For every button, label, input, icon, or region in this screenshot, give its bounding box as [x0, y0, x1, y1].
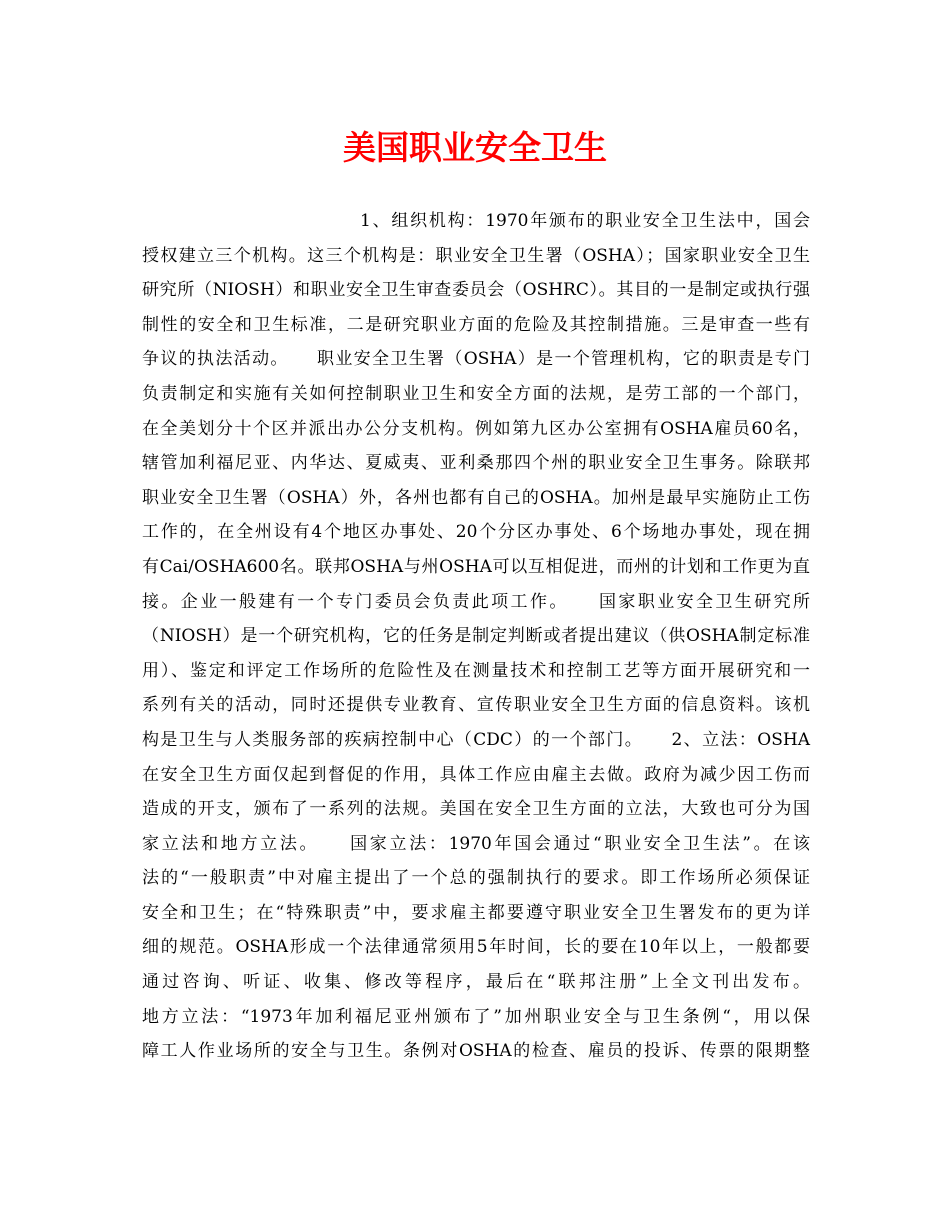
body-line: 制性的安全和卫生标准，二是研究职业方面的危险及其控制措施。三是审查一些有	[142, 314, 810, 335]
body-line: 在安全卫生方面仅起到督促的作用，具体工作应由雇主去做。政府为减少因工伤而	[142, 764, 810, 785]
body-line: 1、组织机构：1970年颁布的职业安全卫生法中，国会	[360, 211, 810, 231]
body-line: 负责制定和实施有关如何控制职业卫生和安全方面的法规，是劳工部的一个部门，	[142, 383, 810, 404]
body-line: 细的规范。OSHA形成一个法律通常须用5年时间，长的要在10年以上，一般都要	[142, 937, 810, 958]
body-line: 安全和卫生；在“特殊职责”中，要求雇主都要遵守职业安全卫生署发布的更为详	[142, 902, 810, 923]
body-line: 用）、鉴定和评定工作场所的危险性及在测量技术和控制工艺等方面开展研究和一	[142, 660, 810, 681]
body-line: 家立法和地方立法。 国家立法：1970年国会通过“职业安全卫生法”。在该	[142, 833, 810, 854]
body-line: 地方立法：“1973年加利福尼亚州颁布了”加州职业安全与卫生条例“，用以保	[142, 1006, 810, 1027]
body-line: 职业安全卫生署（OSHA）外，各州也都有自己的OSHA。加州是最早实施防止工伤	[142, 487, 810, 508]
body-line: 争议的执法活动。 职业安全卫生署（OSHA）是一个管理机构，它的职责是专门	[142, 349, 810, 370]
body-line: 通过咨询、听证、收集、修改等程序，最后在“联邦注册”上全文刊出发布。	[142, 972, 810, 993]
body-line: 工作的，在全州设有4个地区办事处、20个分区办事处、6个场地办事处，现在拥	[142, 522, 810, 543]
body-line: 法的“一般职责”中对雇主提出了一个总的强制执行的要求。即工作场所必须保证	[142, 868, 810, 889]
body-line: 研究所（NIOSH）和职业安全卫生审查委员会（OSHRC）。其目的一是制定或执行强	[142, 280, 810, 301]
body-line: 有Cai/OSHA600名。联邦OSHA与州OSHA可以互相促进，而州的计划和工作更为直	[142, 556, 810, 577]
body-line: 系列有关的活动，同时还提供专业教育、宣传职业安全卫生方面的信息资料。该机	[142, 695, 810, 716]
body-line: 障工人作业场所的安全与卫生。条例对OSHA的检查、雇员的投诉、传票的限期整	[142, 1041, 810, 1062]
document-body	[142, 204, 810, 1069]
body-line: 接。企业一般建有一个专门委员会负责此项工作。 国家职业安全卫生研究所	[142, 591, 810, 612]
body-line: 辖管加利福尼亚、内华达、夏威夷、亚利桑那四个州的职业安全卫生事务。除联邦	[142, 453, 810, 474]
body-line: 造成的开支，颁布了一系列的法规。美国在安全卫生方面的立法，大致也可分为国	[142, 799, 810, 820]
body-line: （NIOSH）是一个研究机构，它的任务是制定判断或者提出建议（供OSHA制定标准	[142, 626, 810, 647]
body-line: 构是卫生与人类服务部的疾病控制中心（CDC）的一个部门。 2、立法：OSHA	[142, 729, 810, 750]
body-line: 授权建立三个机构。这三个机构是：职业安全卫生署（OSHA）；国家职业安全卫生	[142, 245, 810, 266]
body-line: 在全美划分十个区并派出办公分支机构。例如第九区办公室拥有OSHA雇员60名，	[142, 418, 810, 439]
document-title: 美国职业安全卫生	[343, 128, 607, 167]
